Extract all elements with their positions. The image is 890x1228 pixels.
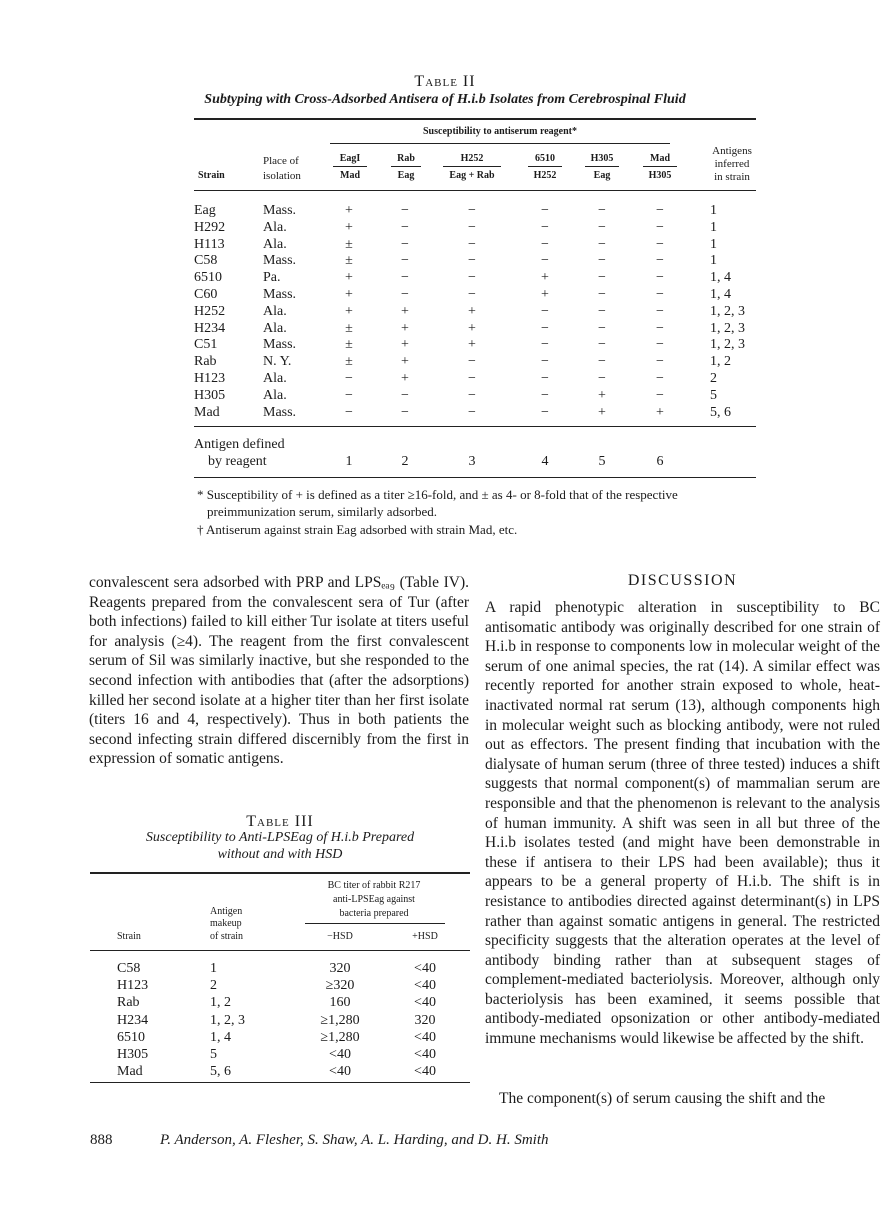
table2-cell-susceptibility: − bbox=[656, 337, 664, 353]
table2-cell-antigens: 5 bbox=[710, 387, 717, 403]
table2-cell-place: Ala. bbox=[263, 387, 287, 403]
discussion-paragraph-2: The component(s) of serum causing the shift and the bbox=[499, 1090, 826, 1107]
table2-cell-susceptibility: + bbox=[598, 387, 606, 403]
reagent-3-rule bbox=[443, 166, 501, 167]
table2-cell-susceptibility: − bbox=[541, 387, 549, 403]
table2-cell-susceptibility: − bbox=[598, 219, 606, 235]
table3-title: Table III bbox=[246, 813, 314, 830]
table2-cell-susceptibility: − bbox=[401, 287, 409, 302]
table2-cell-susceptibility: + bbox=[541, 270, 549, 286]
table2-cell-susceptibility: − bbox=[401, 236, 409, 252]
reagent-3-top: H252 bbox=[460, 153, 484, 164]
table2-cell-susceptibility: − bbox=[468, 270, 476, 286]
table2-cell-susceptibility: − bbox=[345, 387, 353, 403]
table2-cell-susceptibility: + bbox=[345, 270, 353, 286]
table2-cell-susceptibility: + bbox=[345, 287, 353, 302]
table2-cell-susceptibility: + bbox=[468, 337, 476, 353]
table2-cell-place: Mass. bbox=[263, 337, 297, 353]
table3-cell-strain: C58 bbox=[117, 961, 141, 976]
table2-cell-strain: C51 bbox=[194, 337, 218, 353]
table2-cell-susceptibility: − bbox=[468, 354, 476, 370]
table3-cell-strain: H305 bbox=[117, 1047, 149, 1062]
table2-cell-strain: C60 bbox=[194, 287, 218, 302]
table2-cell-susceptibility: − bbox=[598, 203, 606, 218]
table2-cell-susceptibility: − bbox=[468, 203, 476, 218]
table2-cell-strain: Eag bbox=[194, 203, 216, 218]
table2-cell-susceptibility: − bbox=[598, 253, 606, 269]
table3-cell-plus-hsd: 320 bbox=[414, 1012, 436, 1028]
table2-strain-header: Strain bbox=[198, 170, 225, 181]
table3-cell-strain: H234 bbox=[117, 1012, 149, 1028]
reagent-2-rule bbox=[391, 166, 421, 167]
table2-cell-susceptibility: − bbox=[656, 270, 664, 286]
table2-cell-susceptibility: + bbox=[401, 354, 409, 370]
table2-cell-antigens: 2 bbox=[710, 371, 717, 386]
table2-title: Table II bbox=[414, 73, 476, 90]
table2-cell-susceptibility: + bbox=[401, 337, 409, 353]
table2-defined-cell: 4 bbox=[541, 454, 549, 469]
table2-cell-susceptibility: − bbox=[656, 219, 664, 235]
table3-cell-plus-hsd: <40 bbox=[414, 961, 436, 976]
reagent-2-top: Rab bbox=[397, 153, 415, 164]
table2-cell-antigens: 1, 2, 3 bbox=[710, 303, 745, 319]
table2-defined-label-2: by reagent bbox=[208, 454, 267, 469]
table2-cell-susceptibility: ± bbox=[345, 337, 353, 353]
table2-caption: Subtyping with Cross-Adsorbed Antisera of H.i.b Isolates from Cerebrospinal Fluid bbox=[204, 92, 686, 107]
reagent-1-rule bbox=[333, 166, 367, 167]
running-footer-authors: P. Anderson, A. Flesher, S. Shaw, A. L. Harding, and D. H. Smith bbox=[160, 1132, 549, 1148]
table2-cell-place: Ala. bbox=[263, 371, 287, 386]
table2-cell-susceptibility: − bbox=[598, 303, 606, 319]
table2-cell-susceptibility: − bbox=[598, 236, 606, 252]
table2-cell-susceptibility: − bbox=[598, 354, 606, 370]
table2-cell-antigens: 1, 4 bbox=[710, 287, 731, 302]
table2-cell-susceptibility: − bbox=[598, 270, 606, 286]
table2-cell-antigens: 5, 6 bbox=[710, 404, 731, 420]
table2-cell-susceptibility: + bbox=[345, 303, 353, 319]
table2-cell-susceptibility: ± bbox=[345, 236, 353, 252]
reagent-6-top: Mad bbox=[650, 153, 670, 164]
table2-cell-susceptibility: ± bbox=[345, 320, 353, 336]
table2-cell-susceptibility: − bbox=[468, 253, 476, 269]
table2-cell-place: Ala. bbox=[263, 320, 287, 336]
table2-cell-susceptibility: − bbox=[401, 270, 409, 286]
table3-strain-header: Strain bbox=[117, 931, 141, 942]
table2-cell-susceptibility: − bbox=[401, 404, 409, 420]
table3-cell-minus-hsd: 160 bbox=[329, 995, 351, 1011]
table2-cell-antigens: 1, 2 bbox=[710, 354, 731, 370]
table2-cell-susceptibility: − bbox=[468, 371, 476, 386]
table2-cell-susceptibility: − bbox=[541, 236, 549, 252]
table3-cell-makeup: 1, 2, 3 bbox=[210, 1012, 245, 1028]
reagent-6-bottom: H305 bbox=[648, 170, 672, 181]
reagent-4-top: 6510 bbox=[535, 153, 555, 164]
table3-cell-makeup: 1, 4 bbox=[210, 1029, 231, 1045]
table2-inferred-header-1: Antigens bbox=[712, 145, 752, 157]
table2-cell-susceptibility: − bbox=[598, 337, 606, 353]
table2-cell-antigens: 1 bbox=[710, 253, 717, 269]
table2-cell-susceptibility: − bbox=[598, 371, 606, 386]
table2-cell-susceptibility: + bbox=[656, 404, 664, 420]
table3-cell-minus-hsd: ≥1,280 bbox=[320, 1029, 360, 1045]
table2-cell-strain: H252 bbox=[194, 303, 226, 319]
table2-cell-susceptibility: − bbox=[401, 387, 409, 403]
table2-cell-susceptibility: + bbox=[468, 320, 476, 336]
table3-cell-plus-hsd: <40 bbox=[414, 1064, 436, 1080]
table2-cell-susceptibility: + bbox=[345, 219, 353, 235]
page-number: 888 bbox=[90, 1132, 113, 1148]
table2-defined-cell: 1 bbox=[345, 454, 353, 469]
table2-cell-antigens: 1 bbox=[710, 203, 717, 218]
table2-cell-susceptibility: − bbox=[541, 337, 549, 353]
table2-cell-susceptibility: − bbox=[656, 303, 664, 319]
table2-cell-susceptibility: − bbox=[598, 320, 606, 336]
table2-cell-susceptibility: − bbox=[541, 371, 549, 386]
table2-cell-susceptibility: − bbox=[468, 387, 476, 403]
table2-defined-cell: 6 bbox=[656, 454, 664, 469]
table2-cell-place: Mass. bbox=[263, 203, 297, 218]
table3-makeup-header-2: makeup bbox=[210, 918, 242, 929]
table2-cell-susceptibility: − bbox=[401, 203, 409, 218]
table3-cell-makeup: 1 bbox=[210, 961, 217, 976]
table2-cell-susceptibility: + bbox=[345, 203, 353, 218]
table2-cell-susceptibility: − bbox=[656, 253, 664, 269]
table2-header-rule bbox=[194, 190, 756, 191]
table3-cell-makeup: 5, 6 bbox=[210, 1064, 231, 1080]
table2-cell-antigens: 1, 4 bbox=[710, 270, 731, 286]
table2-footnote-1: * Susceptibility of + is defined as a titer ≥16-fold, and ± as 4- or 8-fold that of the respective bbox=[197, 487, 678, 502]
table3-cell-strain: Rab bbox=[117, 995, 140, 1011]
table3-cell-makeup: 2 bbox=[210, 978, 217, 994]
table2-body-rule bbox=[194, 426, 756, 427]
table3-cell-strain: Mad bbox=[117, 1064, 143, 1080]
table3-group-header-3: bacteria prepared bbox=[339, 908, 409, 919]
table2-cell-susceptibility: − bbox=[541, 320, 549, 336]
table3-makeup-header-1: Antigen bbox=[210, 906, 243, 917]
table3-cell-plus-hsd: <40 bbox=[414, 978, 436, 994]
table2-bottom-rule bbox=[194, 477, 756, 478]
table2-top-rule bbox=[194, 118, 756, 120]
table2-cell-place: Mass. bbox=[263, 287, 297, 302]
reagent-6-rule bbox=[643, 166, 677, 167]
table2-cell-susceptibility: − bbox=[541, 303, 549, 319]
table2-cell-susceptibility: − bbox=[468, 404, 476, 420]
table3-cell-plus-hsd: <40 bbox=[414, 1029, 436, 1045]
table2-cell-susceptibility: ± bbox=[345, 354, 353, 370]
table3-cell-minus-hsd: ≥320 bbox=[325, 978, 355, 994]
reagent-3-bottom: Eag + Rab bbox=[449, 170, 495, 181]
table2-cell-susceptibility: − bbox=[468, 219, 476, 235]
table2-cell-antigens: 1, 2, 3 bbox=[710, 337, 745, 353]
table2-cell-susceptibility: ± bbox=[345, 253, 353, 269]
table3-makeup-header-3: of strain bbox=[210, 931, 244, 942]
table2-cell-place: N. Y. bbox=[263, 354, 292, 370]
table2-cell-susceptibility: − bbox=[656, 320, 664, 336]
table3-caption bbox=[90, 829, 470, 863]
table2-cell-place: Mass. bbox=[263, 253, 297, 269]
table2-cell-susceptibility: − bbox=[541, 219, 549, 235]
table2-cell-susceptibility: − bbox=[656, 287, 664, 302]
table2-inferred-header-3: in strain bbox=[714, 171, 750, 183]
table3-cell-strain: 6510 bbox=[117, 1029, 145, 1045]
table2-cell-susceptibility: − bbox=[541, 253, 549, 269]
table2-cell-susceptibility: − bbox=[656, 354, 664, 370]
table2-cell-susceptibility: − bbox=[541, 203, 549, 218]
table2-cell-susceptibility: + bbox=[541, 287, 549, 302]
table2-cell-strain: Mad bbox=[194, 404, 220, 420]
discussion-heading: DISCUSSION bbox=[627, 572, 738, 589]
table2-cell-susceptibility: + bbox=[598, 404, 606, 420]
table2-cell-susceptibility: − bbox=[656, 236, 664, 252]
reagent-5-bottom: Eag bbox=[593, 170, 611, 181]
table2-cell-place: Pa. bbox=[263, 270, 281, 286]
table2-cell-susceptibility: − bbox=[656, 203, 664, 218]
table3-group-header-2: anti-LPSEag against bbox=[333, 894, 415, 905]
table3-plus-header: +HSD bbox=[412, 931, 438, 942]
table3-cell-plus-hsd: <40 bbox=[414, 1047, 436, 1062]
table2-cell-place: Ala. bbox=[263, 303, 287, 319]
table2-cell-antigens: 1 bbox=[710, 219, 717, 235]
table2-cell-susceptibility: − bbox=[656, 387, 664, 403]
table3-group-rule bbox=[305, 923, 445, 924]
table2-cell-strain: Rab bbox=[194, 354, 217, 370]
table2-cell-susceptibility: − bbox=[345, 371, 353, 386]
table3-caption-line2: without and with HSD bbox=[217, 847, 343, 862]
reagent-4-rule bbox=[528, 166, 562, 167]
table2-cell-place: Ala. bbox=[263, 236, 287, 252]
table3-header-rule bbox=[90, 950, 470, 951]
table2-cell-strain: H234 bbox=[194, 320, 226, 336]
table2-cell-susceptibility: − bbox=[401, 253, 409, 269]
table2-cell-susceptibility: − bbox=[345, 404, 353, 420]
table3-top-rule bbox=[90, 872, 470, 874]
table2-group-header: Susceptibility to antiserum reagent* bbox=[423, 126, 577, 137]
table2-group-rule bbox=[330, 143, 670, 144]
reagent-1-bottom: Mad bbox=[340, 170, 360, 181]
table3-cell-makeup: 1, 2 bbox=[210, 995, 231, 1011]
table3-cell-plus-hsd: <40 bbox=[414, 995, 436, 1011]
table2-cell-susceptibility: − bbox=[468, 287, 476, 302]
table3-caption-line1: Susceptibility to Anti-LPSEag of H.i.b Prepared bbox=[145, 830, 415, 845]
table3-cell-minus-hsd: <40 bbox=[329, 1064, 351, 1080]
table2-defined-label-1: Antigen defined bbox=[194, 437, 285, 452]
table2-cell-susceptibility: + bbox=[468, 303, 476, 319]
table2-cell-place: Ala. bbox=[263, 219, 287, 235]
reagent-2-bottom: Eag bbox=[397, 170, 415, 181]
table2-cell-antigens: 1 bbox=[710, 236, 717, 252]
reagent-4-bottom: H252 bbox=[533, 170, 557, 181]
table2-defined-cell: 2 bbox=[401, 454, 409, 469]
reagent-5-rule bbox=[585, 166, 619, 167]
table3-bottom-rule bbox=[90, 1082, 470, 1083]
table2-defined-cell: 5 bbox=[598, 454, 606, 469]
discussion-paragraph-1: A rapid phenotypic alteration in susceptibility to BC antisomatic antibody was originally described for one strain of H.i.b in response to components low in molecular weight of the serum of one animal species, the rat (14). A similar effect was recently reported for another strain exposed to whole, heat-inactivated normal rat serum (13), although components high in molecular weight such as blocking antibody, were not ruled out as effectors. The present finding that incubation with the dialysate of human serum (three of three tested) induces a shift suggests that normal component(s) of mammalian serum are responsible and that the phenomenon is relevant to the analysis of human immunity. A shift was seen in all but three of the H.i.b isolates tested (and might have been demonstrable in these if antisera to their LPS had been available); thus it appears to be a general property of H.i.b. The shift is in resistance to antibodies directed against determinant(s) in LPS rather than against somatic antigens in general. The restricted specificity suggests that the alteration operates at the level of antibody binding rather than at subsequent stages of complement-mediated bacteriolysis. Moreover, although only bacteriolysis has been examined, it seems possible that antibody-mediated opsonization or other antibody-mediated immune mechanisms would likewise be affected by the shift. bbox=[485, 599, 880, 1048]
table2-cell-susceptibility: + bbox=[401, 320, 409, 336]
table2-cell-strain: H292 bbox=[194, 219, 226, 235]
table3-group-header-1: BC titer of rabbit R217 bbox=[327, 880, 421, 891]
table2-cell-strain: C58 bbox=[194, 253, 218, 269]
table2-cell-strain: H113 bbox=[194, 236, 225, 252]
table2-cell-strain: H123 bbox=[194, 371, 226, 386]
table2-cell-strain: H305 bbox=[194, 387, 226, 403]
table2-cell-susceptibility: − bbox=[541, 354, 549, 370]
table2-place-header-1: Place of bbox=[263, 155, 299, 167]
table2-cell-susceptibility: − bbox=[468, 236, 476, 252]
table3-cell-minus-hsd: <40 bbox=[329, 1047, 351, 1062]
table3-minus-header: −HSD bbox=[327, 931, 353, 942]
table2-cell-strain: 6510 bbox=[194, 270, 222, 286]
table3-cell-makeup: 5 bbox=[210, 1047, 217, 1062]
reagent-1-top: EagI bbox=[339, 153, 361, 164]
reagent-5-top: H305 bbox=[590, 153, 614, 164]
table2-cell-susceptibility: + bbox=[401, 303, 409, 319]
table3-cell-minus-hsd: ≥1,280 bbox=[320, 1012, 360, 1028]
table2-cell-antigens: 1, 2, 3 bbox=[710, 320, 745, 336]
table2-cell-susceptibility: − bbox=[541, 404, 549, 420]
table3-cell-strain: H123 bbox=[117, 978, 149, 994]
table2-cell-susceptibility: − bbox=[598, 287, 606, 302]
table2-defined-cell: 3 bbox=[468, 454, 476, 469]
table2-inferred-header-2: inferred bbox=[714, 158, 750, 170]
left-paragraph: convalescent sera adsorbed with PRP and LPSₑₐ₉ (Table IV). Reagents prepared from the convalescent sera of Tur (after both infections) failed to kill either Tur isolate at titers useful for analysis (≥4). The reagent from the first convalescent serum of Sil was similarly inactive, but she responded to the second infection with antibodies that (after the adsorptions) killed her second isolate at a higher titer than her first isolate (titers 16 and 4, respectively). Thus in both patients the second infecting strain differed discernibly from the first in expression of somatic antigens. bbox=[89, 574, 469, 768]
table2-place-header-2: isolation bbox=[263, 170, 301, 182]
table2-cell-susceptibility: + bbox=[401, 371, 409, 386]
table3-cell-minus-hsd: 320 bbox=[329, 961, 351, 976]
table2-footnote-2: † Antiserum against strain Eag adsorbed with strain Mad, etc. bbox=[197, 522, 518, 537]
table2-cell-susceptibility: − bbox=[656, 371, 664, 386]
table2-footnote-1b: preimmunization serum, similarly adsorbed. bbox=[207, 504, 437, 519]
table2-cell-place: Mass. bbox=[263, 404, 297, 420]
table2-cell-susceptibility: − bbox=[401, 219, 409, 235]
